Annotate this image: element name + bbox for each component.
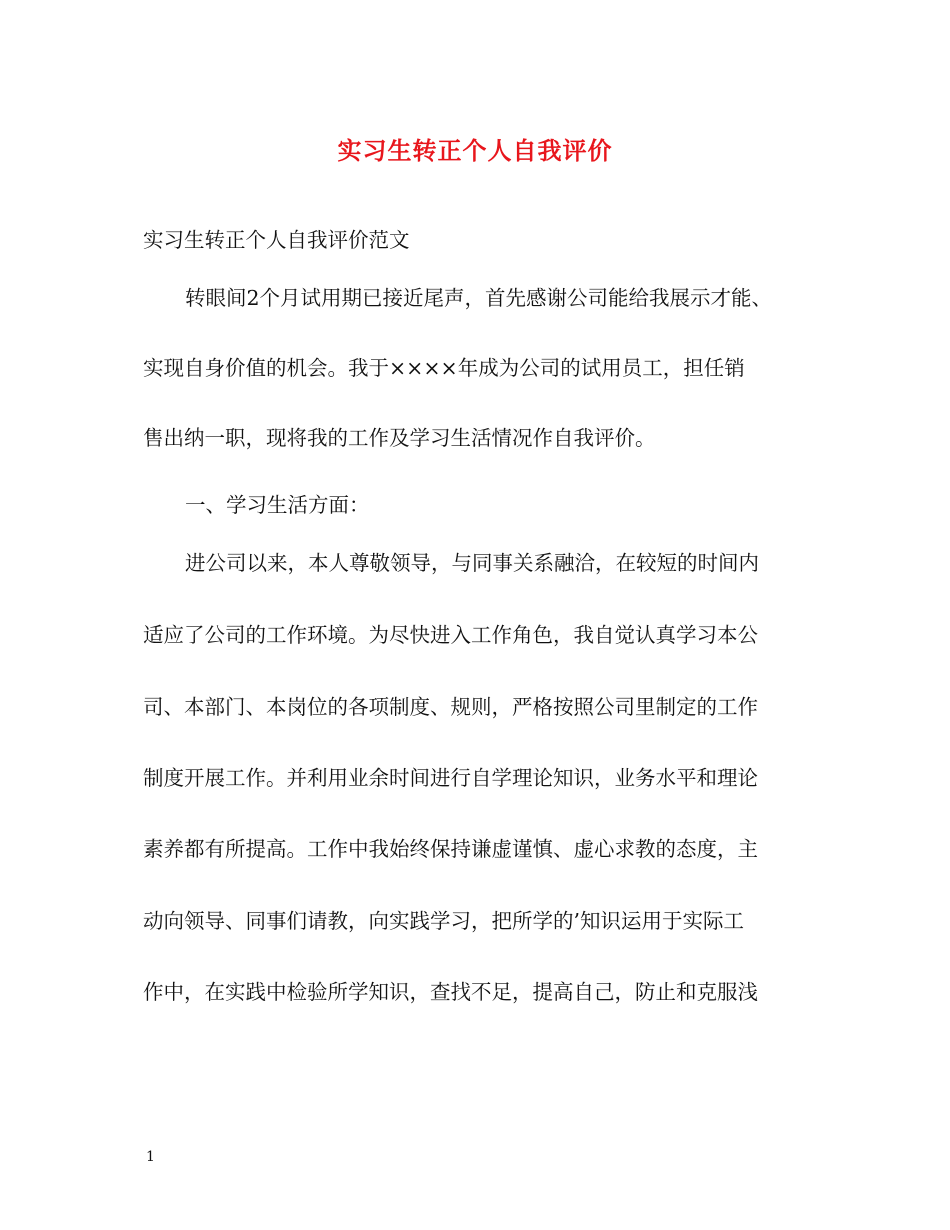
paragraph-line: 制度开展工作。并利用业余时间进行自学理论知识，业务水平和理论 (143, 766, 758, 790)
paragraph-line: 售出纳一职，现将我的工作及学习生活情况作自我评价。 (143, 426, 656, 450)
document-title: 实习生转正个人自我评价 (337, 136, 613, 165)
page-number: 1 (146, 1149, 155, 1165)
paragraph-line: 实现自身价值的机会。我于××××年成为公司的试用员工，担任销 (143, 356, 745, 380)
paragraph-line: 适应了公司的工作环境。为尽快进入工作角色，我自觉认真学习本公 (143, 623, 758, 647)
paragraph-line: 作中，在实践中检验所学知识，查找不足，提高自己，防止和克服浅 (143, 980, 758, 1004)
paragraph-line: 动向领导、同事们请教，向实践学习，把所学的’知识运用于实际工 (143, 909, 745, 933)
section-heading: 一、学习生活方面： (185, 493, 370, 517)
document-subtitle: 实习生转正个人自我评价范文 (143, 228, 410, 252)
paragraph-line: 转眼间2个月试用期已接近尾声，首先感谢公司能给我展示才能、 (185, 286, 773, 310)
paragraph-line: 司、本部门、本岗位的各项制度、规则，严格按照公司里制定的工作 (143, 695, 758, 719)
paragraph-line: 进公司以来，本人尊敬领导，与同事关系融洽，在较短的时间内 (185, 551, 759, 575)
paragraph-line: 素养都有所提高。工作中我始终保持谦虚谨慎、虚心求教的态度，主 (143, 837, 758, 861)
